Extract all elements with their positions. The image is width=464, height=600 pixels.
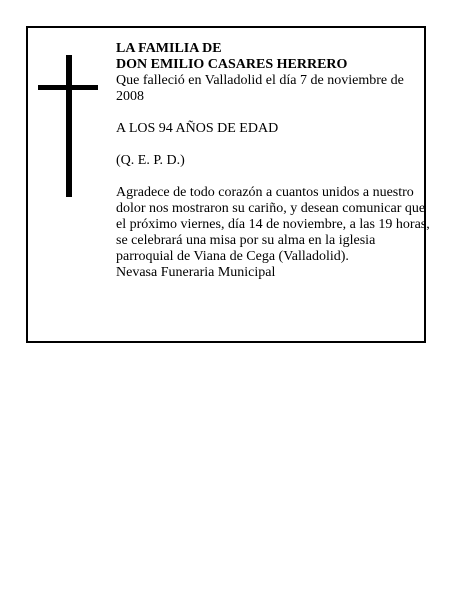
spacer: [116, 169, 426, 185]
rip-line: (Q. E. P. D.): [116, 153, 185, 168]
spacer: [116, 105, 426, 121]
funeral-home: Nevasa Funeraria Municipal: [116, 265, 276, 280]
cross-vertical-bar: [66, 55, 72, 197]
death-info-line-1: Que falleció en Valladolid el día 7 de noviembre de: [116, 73, 404, 88]
spacer: [116, 137, 426, 153]
notice-text: [116, 41, 430, 281]
message-line-3: el próximo viernes, día 14 de noviembre, a las 19 horas,: [116, 217, 430, 232]
message-line-5: parroquial de Viana de Cega (Valladolid).: [116, 249, 349, 264]
message-line-4: se celebrará una misa por su alma en la iglesia: [116, 233, 376, 248]
cross-horizontal-bar: [38, 85, 98, 90]
heading-deceased-name: DON EMILIO CASARES HERRERO: [116, 57, 348, 72]
age-line: A LOS 94 AÑOS DE EDAD: [116, 121, 279, 136]
message-line-1: Agradece de todo corazón a cuantos unidos a nuestro: [116, 185, 414, 200]
obituary-notice: [26, 26, 430, 343]
death-info-line-2: 2008: [116, 89, 144, 104]
message-line-2: dolor nos mostraron su cariño, y desean comunicar que: [116, 201, 426, 216]
heading-family: LA FAMILIA DE: [116, 41, 222, 56]
